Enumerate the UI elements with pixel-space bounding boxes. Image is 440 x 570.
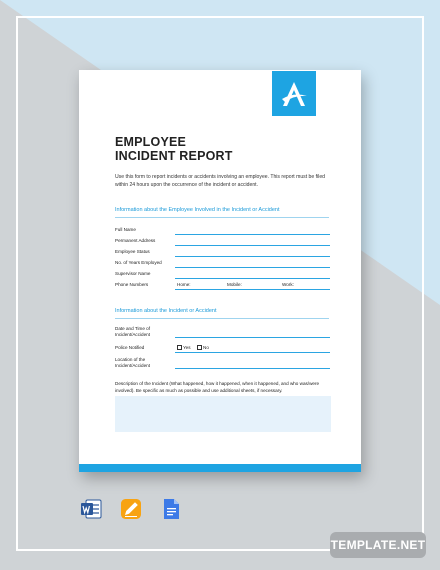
field-label-location: Location of the Incident/Accident xyxy=(115,357,150,368)
page-footer-bar xyxy=(79,464,361,472)
template-net-badge[interactable]: TEMPLATE.NET xyxy=(330,532,426,558)
phone-work-label: Work: xyxy=(282,282,294,287)
field-label-police-notified: Police Notified xyxy=(115,345,145,350)
company-logo xyxy=(272,71,316,116)
full-name-line[interactable] xyxy=(175,234,330,235)
field-label-permanent-address: Permanent Address xyxy=(115,238,156,243)
document-title xyxy=(115,135,233,163)
no-checkbox[interactable] xyxy=(197,345,202,350)
section-employee-heading: Information about the Employee Involved in the Incident or Accident xyxy=(115,207,280,213)
section-divider xyxy=(115,217,329,218)
police-no-option[interactable] xyxy=(197,345,209,350)
field-label-phone-numbers: Phone Numbers xyxy=(115,282,149,287)
date-time-line[interactable] xyxy=(175,337,330,338)
intro-text: Use this form to report incidents or accidents involving an employee. This report must be filed within 24 hours upon the occurrence of the incident or accident. xyxy=(115,174,325,189)
years-employed-line[interactable] xyxy=(175,267,330,268)
incident-description-box[interactable] xyxy=(115,396,331,432)
field-label-date-time: Date and Time of Incident/Accident xyxy=(115,326,150,337)
logo-icon xyxy=(279,79,309,109)
document-page xyxy=(79,70,361,472)
field-label-full-name: Full Name xyxy=(115,227,136,232)
employee-status-line[interactable] xyxy=(175,256,330,257)
title-line-1: EMPLOYEE xyxy=(115,135,187,149)
section-divider xyxy=(115,318,329,319)
incident-description-label: Description of the Incident (What happened, how it happened, when it happened, and who was/were involved). Be specific as much as possible and use additional sheets, if necessary. xyxy=(115,381,320,393)
phone-mobile-label: Mobile: xyxy=(227,282,242,287)
section-incident-heading: Information about the Incident or Accident xyxy=(115,308,217,314)
word-icon[interactable] xyxy=(80,498,102,520)
location-line[interactable] xyxy=(175,368,330,369)
field-label-supervisor-name: Supervisor Name xyxy=(115,271,151,276)
field-label-years-employed: No. of Years Employed xyxy=(115,260,162,265)
police-yes-option[interactable] xyxy=(177,345,191,350)
supervisor-name-line[interactable] xyxy=(175,278,330,279)
police-no-label: No xyxy=(203,345,209,350)
field-label-employee-status: Employee Status xyxy=(115,249,150,254)
pages-icon[interactable] xyxy=(120,498,142,520)
google-docs-icon[interactable] xyxy=(160,498,182,520)
phone-home-label: Home: xyxy=(177,282,191,287)
yes-checkbox[interactable] xyxy=(177,345,182,350)
permanent-address-line[interactable] xyxy=(175,245,330,246)
police-notified-line xyxy=(175,352,330,353)
phone-numbers-line[interactable] xyxy=(175,289,330,290)
title-line-2: INCIDENT REPORT xyxy=(115,149,233,163)
police-yes-label: Yes xyxy=(183,345,191,350)
